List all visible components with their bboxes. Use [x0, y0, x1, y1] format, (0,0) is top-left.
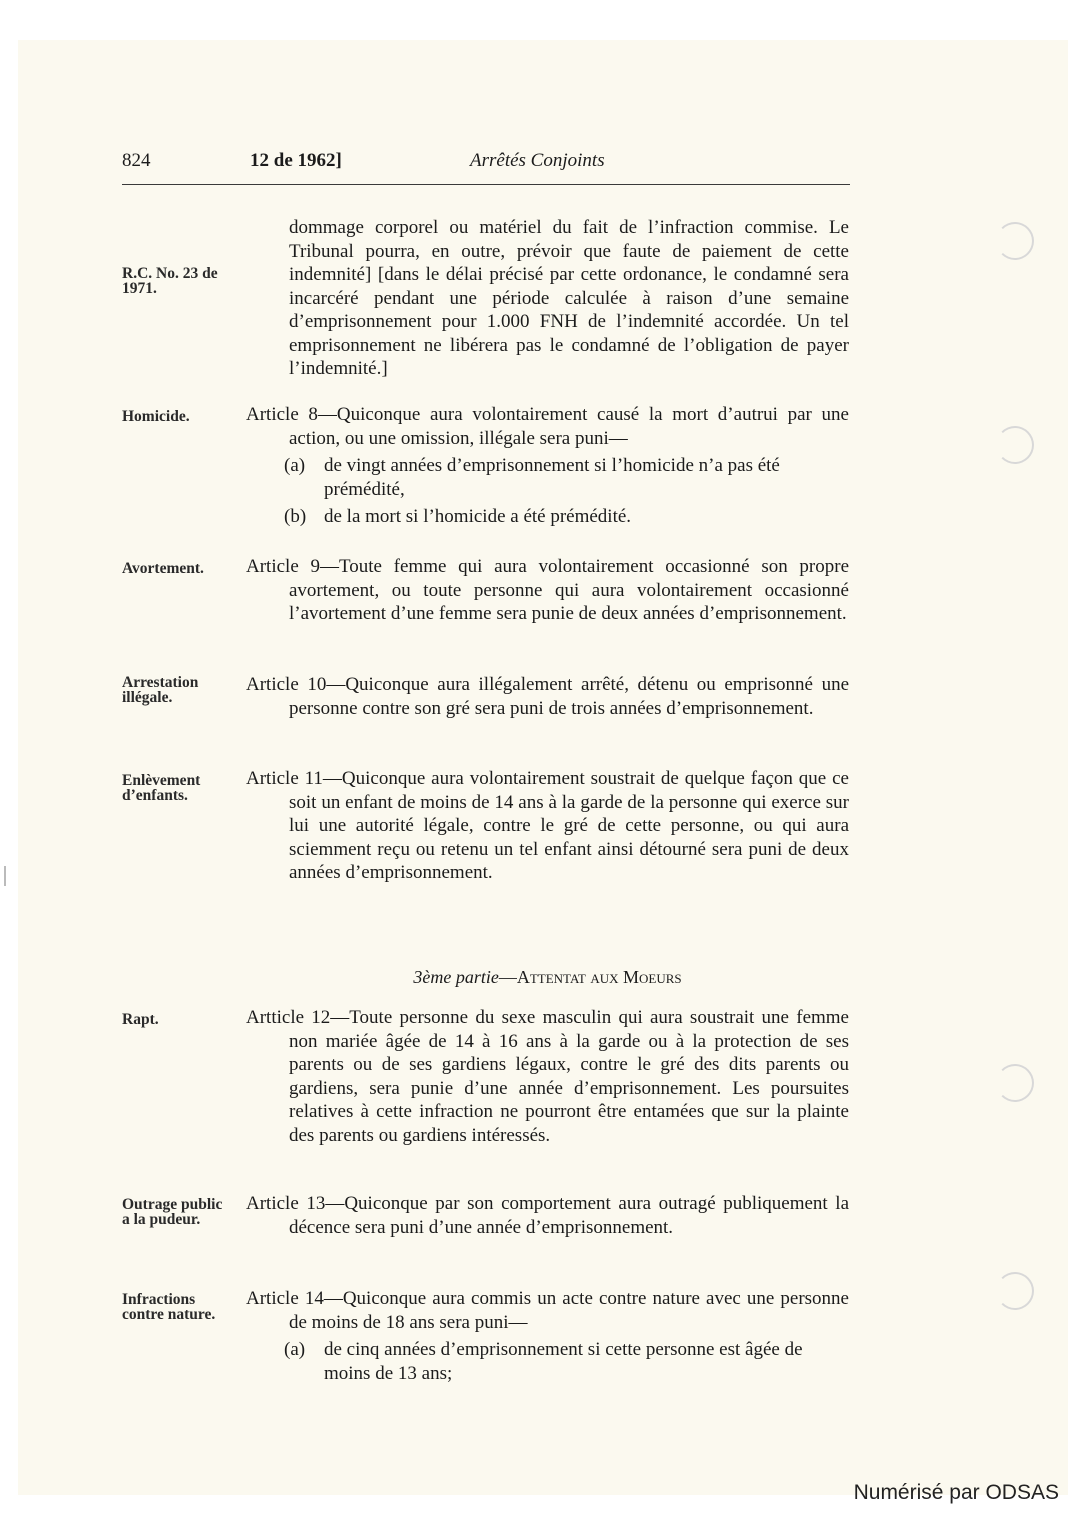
article-12-text: Artticle 12—Toute personne du sexe masculin qui aura soustrait une femme non mariée âgée de 14 à 16 ans à la garde ou à la protection de ses parents ou de ses gardiens légaux, contre le gré des dits parents ou gardiens, sera punie d’une année d’emprisonnement. Les poursuites relatives à cette infraction ne pourront être entamées que sur la plainte des parents ou gardiens intéressés. [246, 1007, 849, 1146]
article-10-text: Article 10—Quiconque aura illégalement arrêté, détenu ou emprisonné une personne contre son gré sera puni de trois années d’emprisonnement. [246, 674, 849, 719]
margin-note-outrage: Outrage public a la pudeur. [122, 1196, 223, 1228]
header-reference: 12 de 1962] [250, 150, 342, 171]
article-12 [246, 1006, 849, 1147]
article-13-text: Article 13—Quiconque par son comportement aura outragé publiquement la décence sera puni d’une année d’emprisonnement. [246, 1193, 849, 1238]
article-14-text: Article 14—Quiconque aura commis un acte contre nature avec une personne de moins de 18 ans sera puni— [246, 1288, 849, 1333]
margin-note-homicide: Homicide. [122, 408, 190, 425]
article-10 [246, 673, 849, 720]
article-11 [246, 767, 849, 885]
margin-note-rapt: Rapt. [122, 1011, 159, 1028]
binder-hole-4 [996, 1272, 1034, 1310]
intro-text: dommage corporel ou matériel du fait de l’infraction commise. Le Tribunal pourra, en outre, prévoir que faute de paiement de cette indemnité] [dans le délai précisé par cette ordonance, le condamné sera incarcéré pendant une période calculée à raison d’une semaine d’emprisonnement pour 1.000 FNH de l’indemnité accordée. Un tel emprisonnement ne libérera pas le condamné de l’obligation de payer l’indemnité.] [289, 217, 849, 379]
part-title: —Attentat aux Moeurs [498, 967, 682, 987]
article-9-text: Article 9—Toute femme qui aura volontairement occasionné son propre avortement, ou toute personne qui aura volontairement occasionné l’avortement d’une femme sera punie de deux années d’emprisonnement. [246, 556, 849, 624]
article-8 [246, 403, 849, 529]
digitization-watermark: Numérisé par ODSAS [853, 1481, 1059, 1504]
page-header [122, 150, 850, 185]
margin-note-infractions: Infractions contre nature. [122, 1291, 216, 1323]
article-8-text: Article 8—Quiconque aura volontairement causé la mort d’autrui par une action, ou une omission, illégale sera puni— [246, 404, 849, 449]
binder-hole-3 [996, 1064, 1034, 1102]
article-11-text: Article 11—Quiconque aura volontairement soustrait de quelque façon que ce soit un enfant de moins de 14 ans à la garde de la personne qui exerce sur lui une autorité légale, contre le gré de cette personne, ou qui aura sciemment reçu ou retenu un tel enfant ainsi détourné sera puni de deux années d’emprisonnement. [246, 768, 849, 883]
page-number: 824 [122, 150, 151, 171]
margin-note-avortement: Avortement. [122, 560, 204, 577]
article-9 [246, 555, 849, 626]
article-14 [246, 1287, 849, 1385]
binder-hole-1 [996, 222, 1034, 260]
margin-note-rc: R.C. No. 23 de 1971. [122, 265, 218, 297]
scan-mark [4, 866, 6, 886]
article-8-item-b: (b) de la mort si l’homicide a été prémédité. [284, 506, 632, 527]
margin-note-enlevement: Enlèvement d’enfants. [122, 772, 201, 804]
binder-hole-2 [996, 426, 1034, 464]
intro-paragraph [246, 216, 849, 381]
article-8-item-a: (a) de vingt années d’emprisonnement si l’homicide n’a pas été prémédité, [284, 455, 780, 500]
margin-note-arrestation: Arrestation illégale. [122, 674, 199, 706]
article-13 [246, 1192, 849, 1239]
part-heading [246, 967, 849, 988]
article-14-item-a: (a) de cinq années d’emprisonnement si cette personne est âgée de moins de 13 ans; [284, 1339, 803, 1384]
header-title: Arrêtés Conjoints [470, 150, 605, 171]
part-label: 3ème partie [413, 967, 499, 987]
